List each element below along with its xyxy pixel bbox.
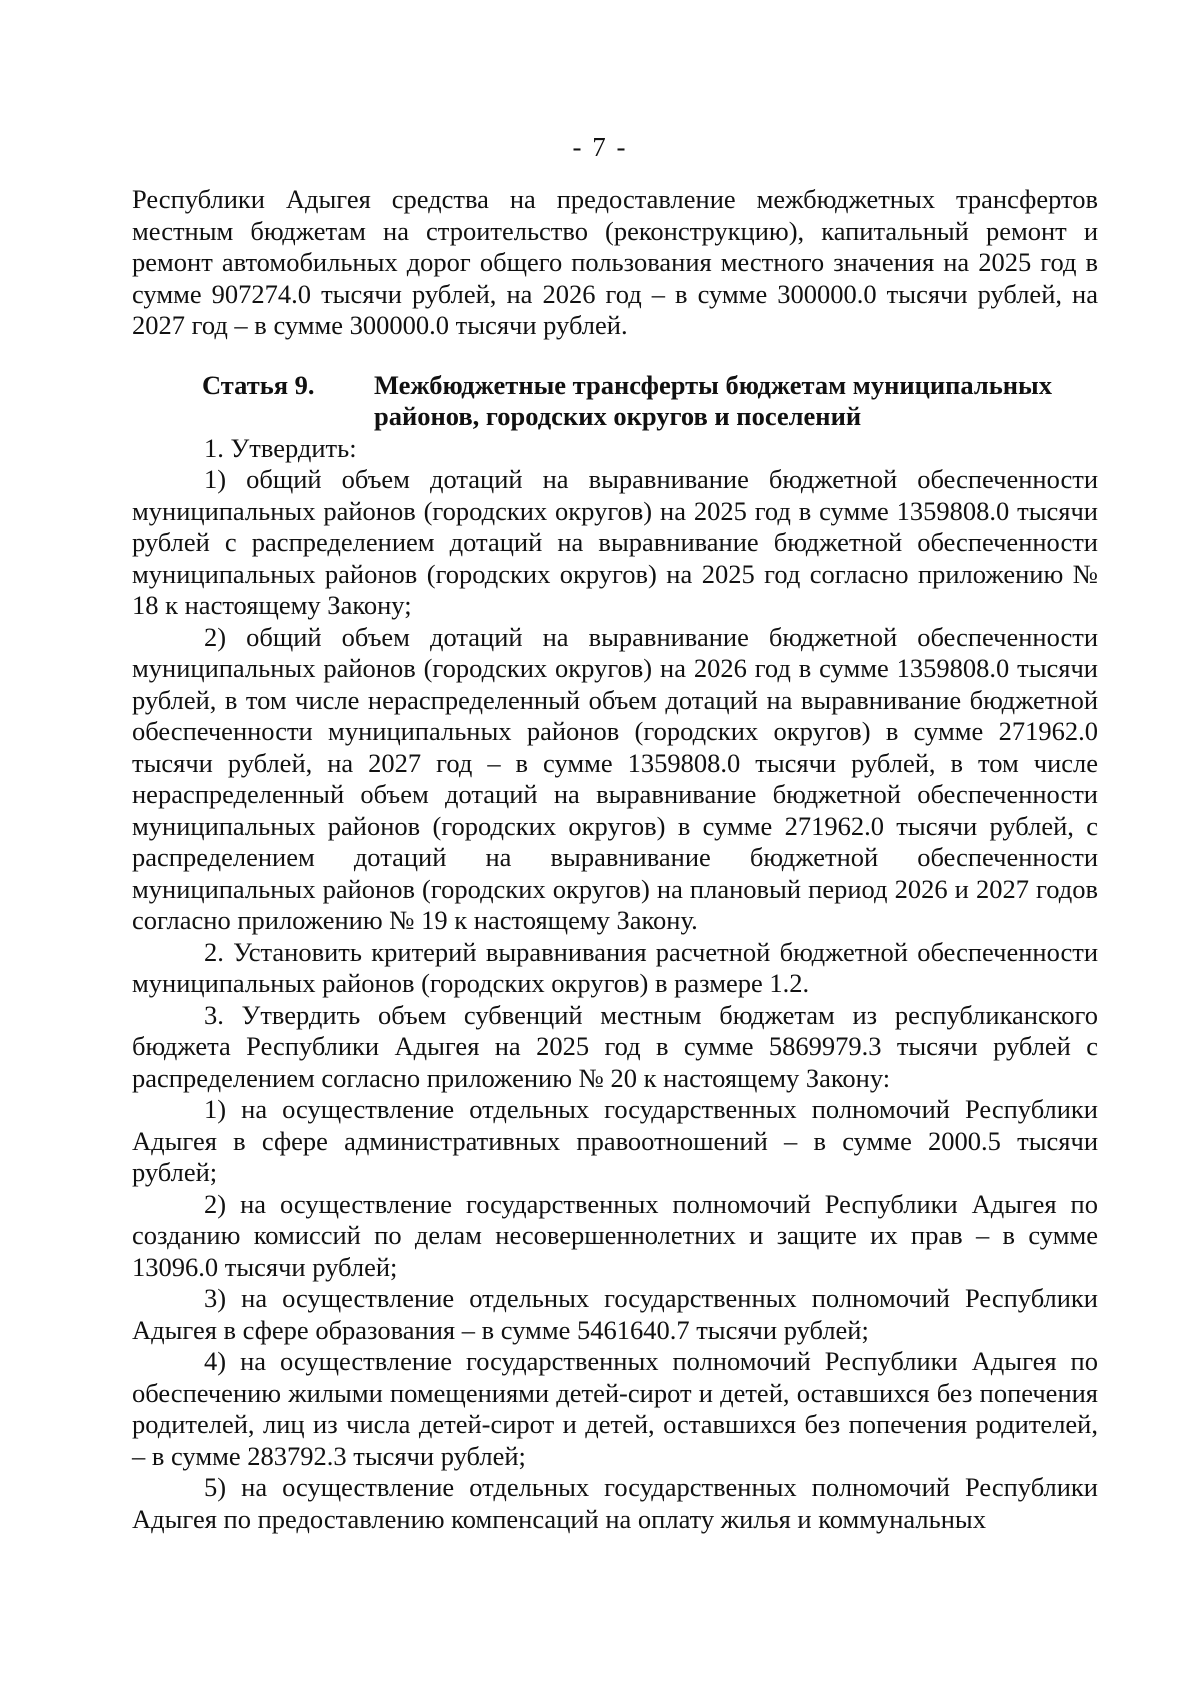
paragraph-3-2: 2) на осуществление государственных полномочий Республики Адыгея по созданию комиссий по делам несовершеннолетних и защите их прав – в сумме 13096.0 тысячи рублей; xyxy=(132,1188,1098,1282)
paragraph-2: 2. Установить критерий выравнивания расчетной бюджетной обеспеченности муниципальных районов (городских округов) в размере 1.2. xyxy=(132,936,1098,998)
article-title: Межбюджетные трансферты бюджетам муниципальных районов, городских округов и поселений xyxy=(374,369,1053,431)
paragraph-3-1: 1) на осуществление отдельных государственных полномочий Республики Адыгея в сфере административных правоотношений – в сумме 2000.5 тысячи рублей; xyxy=(132,1094,1098,1187)
paragraph-3-3: 3) на осуществление отдельных государственных полномочий Республики Адыгея в сфере образования – в сумме 5461640.7 тысячи рублей; xyxy=(132,1283,1098,1345)
paragraph-approve: 1. Утвердить: xyxy=(204,432,357,463)
article-label: Статья 9. xyxy=(202,369,315,400)
document-body xyxy=(132,184,1098,1535)
paragraph-1-1: 1) общий объем дотаций на выравнивание бюджетной обеспеченности муниципальных районов (городских округов) на 2025 год в сумме 1359808.0 тысячи рублей с распределением дотаций на выравнивание бюджетной обеспеченности муниципальных районов (городских округов) на 2025 год согласно приложению № 18 к настоящему Закону; xyxy=(132,464,1098,620)
page-number: - 7 - xyxy=(572,132,628,162)
paragraph-3-4: 4) на осуществление государственных полномочий Республики Адыгея по обеспечению жилыми помещениями детей-сирот и детей, оставшихся без попечения родителей, лиц из числа детей-сирот и детей, оставшихся без попечения родителей, – в сумме 283792.3 тысячи рублей; xyxy=(132,1346,1098,1471)
paragraph-3-5: 5) на осуществление отдельных государственных полномочий Республики Адыгея по предоставлению компенсаций на оплату жилья и коммунальных xyxy=(132,1472,1098,1534)
paragraph-1-2: 2) общий объем дотаций на выравнивание бюджетной обеспеченности муниципальных районов (городских округов) на 2026 год в сумме 1359808.0 тысячи рублей, в том числе нераспределенный объем дотаций на выравнивание бюджетной обеспеченности муниципальных районов (городских округов) в сумме 271962.0 тысячи рублей, на 2027 год – в сумме 1359808.0 тысячи рублей, в том числе нераспределенный объем дотаций на выравнивание бюджетной обеспеченности муниципальных районов (городских округов) в сумме 271962.0 тысячи рублей, с распределением дотаций на выравнивание бюджетной обеспеченности муниципальных районов (городских округов) на плановый период 2026 и 2027 годов согласно приложению № 19 к настоящему Закону. xyxy=(132,621,1098,935)
intro-paragraph: Республики Адыгея средства на предоставление межбюджетных трансфертов местным бюджетам на строительство (реконструкцию), капитальный ремонт и ремонт автомобильных дорог общего пользования местного значения на 2025 год в сумме 907274.0 тысячи рублей, на 2026 год – в сумме 300000.0 тысячи рублей, на 2027 год – в сумме 300000.0 тысячи рублей. xyxy=(132,184,1098,340)
paragraph-3: 3. Утвердить объем субвенций местным бюджетам из республиканского бюджета Республики Адыгея на 2025 год в сумме 5869979.3 тысячи рублей с распределением согласно приложению № 20 к настоящему Закону: xyxy=(132,999,1098,1093)
article-heading xyxy=(132,370,1098,433)
